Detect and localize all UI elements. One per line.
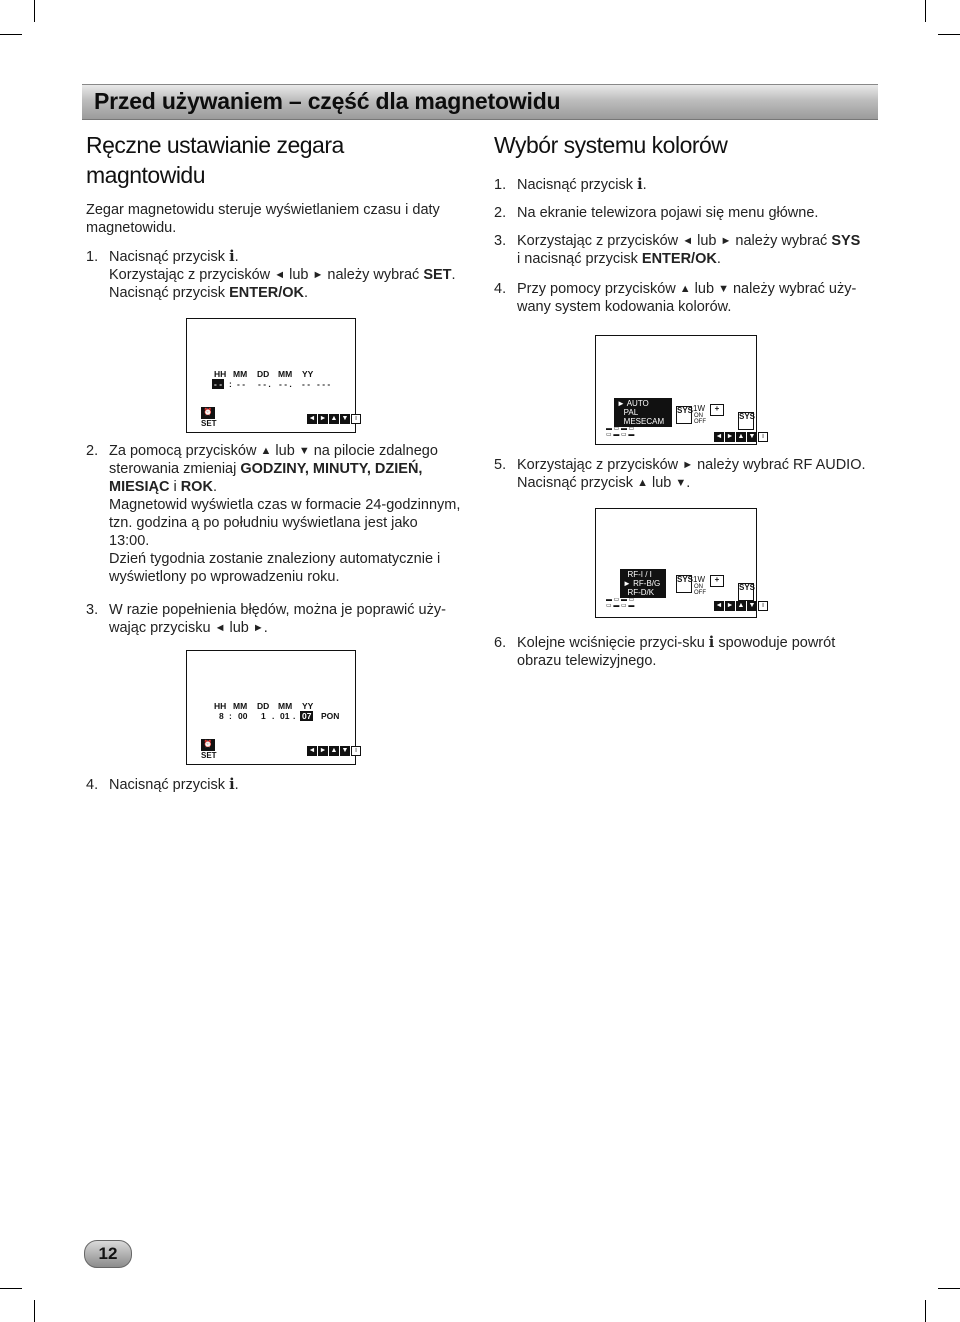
text: . [234, 777, 239, 793]
nav-arrows-icon: ◄ ► ▲ ▼ i [714, 601, 768, 611]
menu-option: RF-D/K [627, 588, 655, 597]
label-hh: HH [214, 701, 227, 711]
menu-option: RF-B/G [633, 579, 661, 588]
step-number: 2. [86, 443, 99, 459]
day-value: 1 [261, 711, 266, 721]
text: należy wybrać RF AUDIO. [693, 457, 866, 473]
label-mm: MM [233, 369, 248, 379]
text: na pilocie zdalnego [309, 443, 438, 459]
text: Korzystając z przycisków [109, 267, 275, 283]
down-arrow-icon: ▼ [718, 283, 729, 295]
text: lub [271, 443, 299, 459]
text: Nacisnąć przycisk [109, 777, 230, 793]
dot: . [272, 711, 275, 721]
page-number: 12 [84, 1240, 132, 1268]
crop-mark [925, 1300, 926, 1322]
label-yy: YY [302, 701, 314, 711]
text: Kolejne wciśnięcie przyci-sku [517, 635, 709, 651]
on-label: ON [694, 584, 703, 590]
left-section-title [86, 130, 344, 190]
text: lub [225, 620, 253, 636]
left-arrow-icon: ◄ [274, 269, 286, 281]
title-line: magntowidu [86, 162, 206, 188]
sys-icon [676, 406, 692, 424]
text: Korzystając z przycisków [517, 457, 683, 473]
label-hh: HH [214, 369, 227, 379]
sys-label: SYS [677, 406, 694, 415]
step-number: 6. [494, 635, 507, 651]
crop-mark [0, 1288, 22, 1289]
text: . [642, 177, 647, 193]
step-number: 4. [86, 777, 99, 793]
text: wając przycisku [109, 620, 215, 636]
text: Magnetowid wyświetla czas w formacie 24-godzinnym, [109, 497, 461, 513]
text: GODZINY, MINUTY, DZIEŃ, [240, 461, 423, 477]
text: Nacisnąć przycisk [517, 177, 638, 193]
text: lub [690, 281, 719, 297]
crop-mark [938, 34, 960, 35]
day-name-value: PON [321, 711, 340, 721]
info-button-glyph: i [229, 776, 235, 793]
off-label: OFF [694, 419, 706, 425]
label-mm: MM [233, 701, 248, 711]
step-3 [86, 601, 486, 641]
text: . [686, 475, 691, 491]
right-step-3 [494, 232, 894, 268]
day-name-value: - - - [317, 379, 331, 389]
step-number: 1. [494, 177, 507, 193]
text: SYS [831, 233, 861, 249]
section-banner [82, 84, 878, 120]
text: należy wybrać [731, 233, 832, 249]
text: Przy pomocy przycisków [517, 281, 680, 297]
text: sterowania zmieniaj [109, 461, 241, 477]
text: MIESIĄC [109, 479, 170, 495]
text: W razie popełnienia błędów, można je poprawić uży- [109, 602, 446, 618]
crop-mark [34, 0, 35, 22]
tv-screen-clock-set [186, 650, 356, 765]
minutes-value: - - [237, 379, 246, 389]
text: wyświetlony po wprowadzeniu roku. [109, 569, 340, 585]
label-month: MM [278, 701, 293, 711]
menu-option: MESECAM [623, 417, 665, 426]
tv-screen-rf-audio [595, 508, 764, 618]
w-label: 1W [693, 575, 705, 584]
menu-option: AUTO [626, 399, 649, 408]
text: . [303, 285, 309, 301]
menu-icons-grid: ▬ ▭ ▬ ▭ ▭ ▬ ▭ ▬ [606, 597, 635, 609]
menu-option: PAL [623, 408, 639, 417]
step-number: 3. [494, 233, 507, 249]
text: tzn. godzina ą po południu wyświetlana jest jako [109, 515, 418, 531]
year-value: 07 [302, 711, 312, 721]
set-icon: ⏰ SET [201, 409, 217, 428]
set-icon: ⏰ SET [201, 741, 217, 760]
text: Na ekranie telewizora pojawi się menu główne. [517, 205, 819, 221]
nav-arrows-icon: ◄ ► ▲ ▼ i [714, 432, 768, 442]
down-arrow-icon: ▼ [298, 445, 310, 457]
title-line: Ręczne ustawianie zegara [86, 132, 344, 158]
info-button-glyph: i [229, 248, 235, 265]
text: . [212, 479, 217, 495]
text: 13:00. [109, 533, 150, 549]
text: Za pomocą przycisków [109, 443, 261, 459]
page-title: Przed używaniem – część dla magnetowidu [94, 88, 561, 114]
step-number: 3. [86, 602, 99, 618]
up-arrow-icon: ▲ [260, 445, 272, 457]
crop-mark [925, 0, 926, 22]
month-value: - - . [279, 379, 292, 389]
text: SET [423, 267, 452, 283]
dot: . [293, 711, 296, 721]
intro-line: magnetowidu. [86, 220, 177, 236]
down-arrow-icon: ▼ [675, 477, 687, 489]
minutes-value: 00 [238, 711, 248, 721]
step-number: 5. [494, 457, 507, 473]
info-button-glyph: i [637, 176, 643, 193]
nav-arrows-icon: ◄ ► ▲ ▼ i [307, 746, 361, 756]
step-1 [86, 248, 476, 308]
label-dd: DD [257, 369, 270, 379]
label-yy: YY [302, 369, 314, 379]
text: ENTER/OK [229, 285, 304, 301]
sys-label: SYS [739, 412, 756, 421]
text: ENTER/OK [641, 251, 717, 267]
text: . [263, 620, 268, 636]
sys-icon-right [738, 412, 754, 430]
intro-paragraph [86, 201, 466, 237]
intro-line: Zegar magnetowidu steruje wyświetlaniem czasu i daty [86, 202, 440, 218]
text: Nacisnąć przycisk [517, 475, 638, 491]
crop-mark [34, 1300, 35, 1322]
info-button-glyph: i [708, 634, 715, 651]
text: lub [647, 475, 676, 491]
right-step-4 [494, 280, 894, 316]
left-arrow-icon: ◄ [214, 622, 226, 634]
tv-screen-clock-empty [186, 318, 356, 433]
color-system-menu: ► AUTO PAL MESECAM [614, 398, 672, 427]
right-section-title: Wybór systemu kolorów [494, 132, 728, 158]
text: lub [285, 267, 313, 283]
crop-mark [0, 34, 22, 35]
text: . [451, 267, 456, 283]
set-label: SET [201, 419, 217, 428]
set-label: SET [201, 751, 217, 760]
step-number: 2. [494, 205, 507, 221]
text: należy wybrać uży- [728, 281, 857, 297]
text: spowoduje powrót [714, 635, 836, 651]
text: ROK [180, 479, 213, 495]
sys-label: SYS [677, 575, 694, 584]
label-dd: DD [257, 701, 270, 711]
rf-audio-menu: RF-I / I ► RF-B/G RF-D/K [620, 569, 666, 598]
sys-label: SYS [739, 583, 756, 592]
text: . [716, 251, 721, 267]
text: obrazu telewizyjnego. [517, 653, 657, 669]
text: lub [693, 233, 721, 249]
nav-arrows-icon: ◄ ► ▲ ▼ i [307, 414, 361, 424]
w-label: 1W [693, 404, 705, 413]
month-value: 01 [280, 711, 290, 721]
cursor-field: - - [214, 379, 223, 389]
right-arrow-icon: ► [252, 622, 264, 634]
text: należy wybrać [323, 267, 424, 283]
sys-icon-right [738, 583, 754, 601]
hours-value: 8 [219, 711, 224, 721]
text: Korzystając z przycisków [517, 233, 683, 249]
tv-screen-color-system [595, 335, 764, 445]
right-arrow-icon: ► [312, 269, 324, 281]
text: Nacisnąć przycisk [109, 285, 230, 301]
text: Nacisnąć przycisk [109, 249, 230, 265]
step-number: 4. [494, 281, 507, 297]
text: Dzień tygodnia zostanie znaleziony automatycznie i [109, 551, 441, 567]
plus-icon: + [710, 575, 724, 587]
colon: : [229, 379, 232, 389]
left-arrow-icon: ◄ [682, 235, 694, 247]
up-arrow-icon: ▲ [679, 283, 691, 295]
right-step-6 [494, 634, 914, 670]
year-value: - - [302, 379, 311, 389]
right-arrow-icon: ► [720, 235, 732, 247]
label-month: MM [278, 369, 293, 379]
day-value: - - . [258, 379, 271, 389]
crop-mark [938, 1288, 960, 1289]
right-arrow-icon: ► [682, 459, 694, 471]
text: . [234, 249, 239, 265]
menu-icons-grid: ▬ ▭ ▬ ▭ ▭ ▬ ▭ ▬ [606, 426, 635, 438]
up-arrow-icon: ▲ [637, 477, 648, 489]
colon: : [229, 711, 232, 721]
right-step-5 [494, 456, 914, 492]
on-label: ON [694, 413, 703, 419]
text: wany system kodowania kolorów. [517, 299, 732, 315]
step-number: 1. [86, 249, 99, 265]
text: i nacisnąć przycisk [517, 251, 642, 267]
off-label: OFF [694, 590, 706, 596]
sys-icon [676, 575, 692, 593]
menu-option: RF-I / I [627, 570, 652, 579]
text: i [169, 479, 181, 495]
plus-icon: + [710, 404, 724, 416]
